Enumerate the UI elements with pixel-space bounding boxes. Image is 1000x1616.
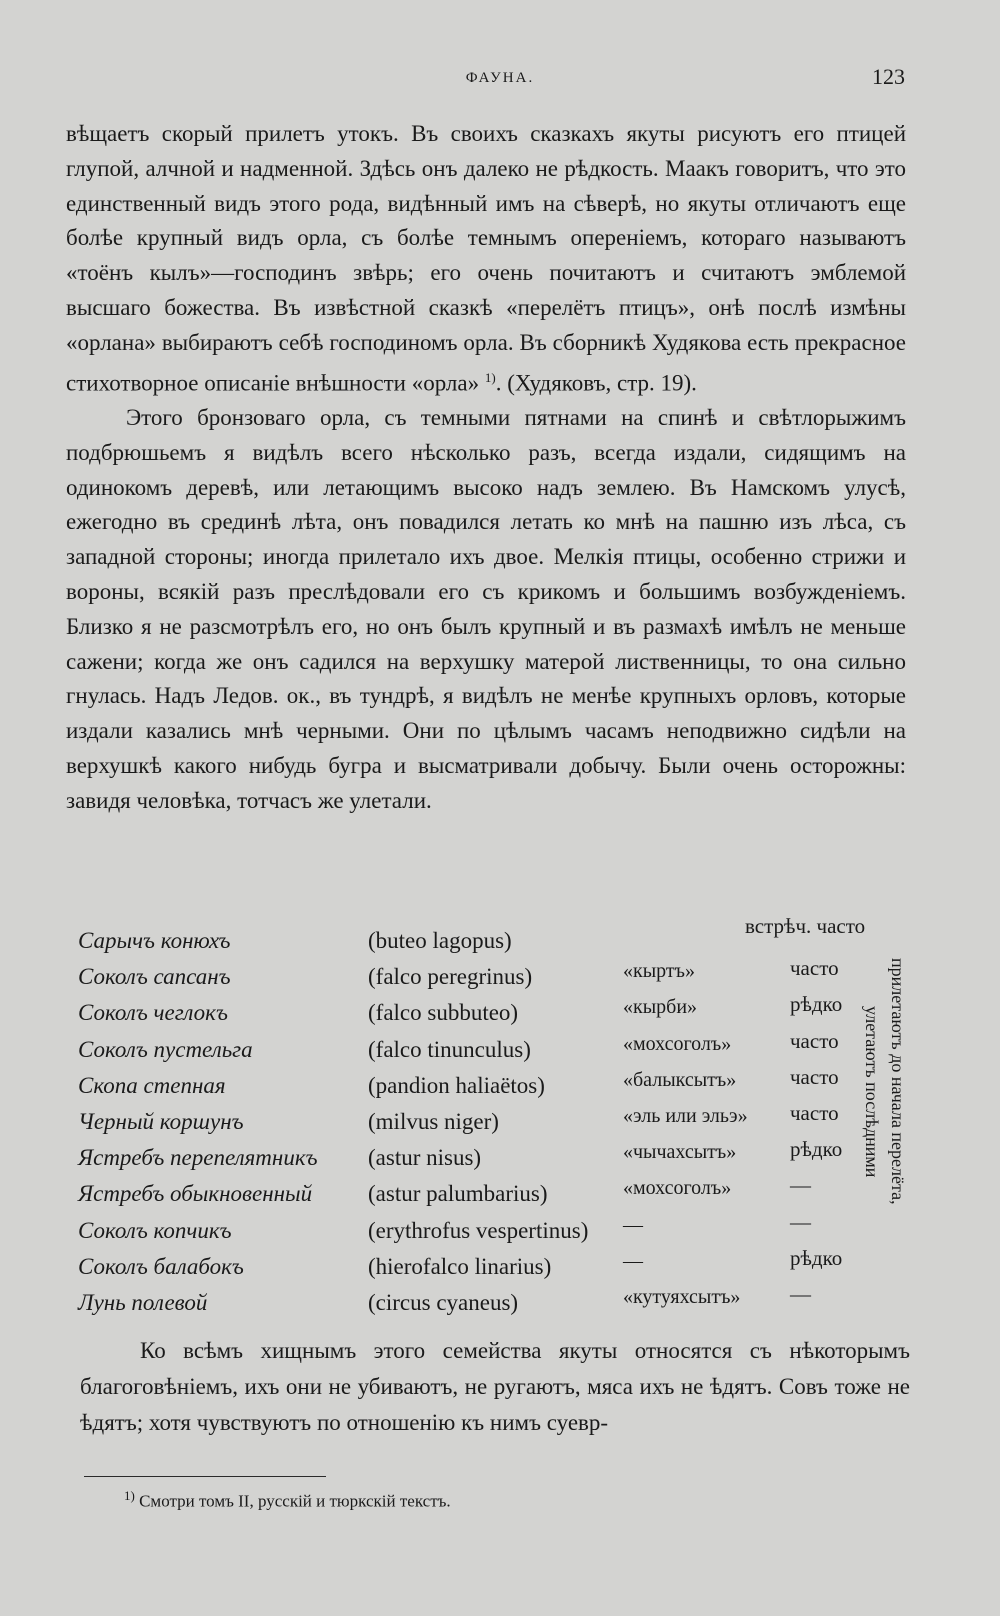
closing-text	[80, 1333, 910, 1441]
species-russian-name: Сарычъ конюхъ	[78, 928, 231, 953]
species-latin-name: (pandion haliaëtos)	[368, 1072, 545, 1098]
species-table-header: встрѣч. часто	[745, 914, 866, 938]
paragraph-3: Ко всѣмъ хищнымъ этого семейства якуты относятся съ нѣкоторымъ благоговѣніемъ, ихъ они не убиваютъ, не ругаютъ, мяса ихъ не ѣдятъ. Совъ тоже не ѣдятъ; хотя чувствуютъ по отношенію къ нимъ суевр-	[80, 1338, 910, 1435]
running-head	[0, 62, 1000, 92]
species-latin-name: (circus cyaneus)	[368, 1289, 519, 1315]
species-frequency: часто	[790, 1064, 839, 1089]
side-note	[853, 958, 923, 1238]
side-note-departure: улетаютъ послѣдними	[862, 1006, 882, 1178]
running-title: ФАУНА.	[465, 70, 535, 86]
species-russian-name: Соколъ чеглокъ	[78, 1000, 228, 1026]
species-frequency: —	[790, 1173, 811, 1198]
species-row	[78, 1281, 878, 1324]
species-russian-name: Соколъ пустельга	[78, 1036, 253, 1062]
species-row	[78, 926, 878, 962]
species-latin-name: (falco peregrinus)	[368, 964, 533, 990]
species-row	[78, 1173, 878, 1215]
paragraph-2: Этого бронзоваго орла, съ темными пятнами на спинѣ и свѣтлорыжимъ подбрюшьемъ я видѣлъ всего нѣсколько разъ, всегда издали, сидящимъ на одинокомъ деревѣ, или летающимъ высоко надъ землею. Въ Намскомъ улусѣ, ежегодно въ срединѣ лѣта, онъ повадился летать ко мнѣ на пашню изъ лѣса, съ западной стороны; иногда прилетало ихъ двое. Мелкія птицы, особенно стрижи и вороны, всякій разъ преслѣдовали его съ крикомъ и большимъ возбужденіемъ. Близко я не разсмотрѣлъ его, но онъ былъ крупный и въ размахѣ имѣлъ не меньше сажени; когда же онъ садился на верхушку матерой лиственницы, то она сильно гнулась. Надъ Ледов. ок., въ тундрѣ, я видѣлъ не менѣе крупныхъ орловъ, которые издали казались мнѣ черными. Они по цѣлымъ часамъ неподвижно сидѣли на верхушкѣ какого нибудь бугра и высматривали добычу. Были очень осторожны: завидя человѣка, тотчасъ же улетали.	[66, 405, 906, 813]
footnote-text: Смотри томъ II, русскій и тюркскій текстъ.	[139, 1491, 451, 1511]
species-row	[78, 992, 878, 1034]
species-row	[78, 1245, 878, 1288]
species-latin-name: (astur nisus)	[368, 1145, 482, 1171]
species-yakut-name: «чычахсытъ»	[623, 1141, 737, 1164]
species-russian-name: Соколъ балабокъ	[78, 1253, 244, 1279]
paragraph-1-text: вѣщаетъ скорый прилетъ утокъ. Въ своихъ сказкахъ якуты рисуютъ его птицей глупой, алчной и надменной. Здѣсь онъ далеко не рѣдкость. Маакъ говоритъ, что это единственный видъ этого рода, видѣнный имъ на сѣверѣ, но якуты отличаютъ еще болѣе крупный видъ орла, съ болѣе темнымъ опереніемъ, котораго называютъ «тоёнъ кылъ»—господинъ звѣрь; его очень почитаютъ и считаютъ эмблемой высшаго божества. Въ извѣстной сказкѣ «перелётъ птицъ», онѣ послѣ измѣны «орлана» выбираютъ себѣ господиномъ орла. Въ сборникѣ Худякова есть прекрасное стихотворное описаніе внѣшности «орла»	[66, 121, 906, 396]
footnote-reference[interactable]: 1)	[484, 369, 496, 385]
species-latin-name: (astur palumbarius)	[368, 1181, 548, 1207]
species-russian-name: Черный коршунъ	[78, 1108, 244, 1134]
species-row	[78, 1028, 878, 1071]
species-latin-name: (hierofalco linarius)	[368, 1253, 552, 1279]
species-row	[78, 956, 878, 998]
species-russian-name: Скопа степная	[78, 1072, 226, 1098]
species-frequency: рѣдко	[790, 992, 843, 1017]
species-russian-name: Соколъ копчикъ	[78, 1217, 232, 1243]
species-rows	[78, 926, 878, 1324]
species-russian-name: Ястребъ перепелятникъ	[78, 1145, 318, 1171]
species-row	[78, 1064, 878, 1107]
species-frequency: рѣдко	[790, 1245, 843, 1270]
species-row	[78, 1100, 878, 1143]
species-yakut-name: «эль или эльэ»	[623, 1104, 748, 1127]
species-frequency: —	[790, 1209, 811, 1234]
species-latin-name: (falco tinunculus)	[368, 1036, 531, 1062]
species-frequency: часто	[790, 956, 839, 981]
species-frequency: часто	[790, 1100, 839, 1125]
side-note-arrival: прилетаютъ до начала перелёта,	[888, 958, 908, 1205]
species-row	[78, 1209, 878, 1252]
species-yakut-name: «мохсоголъ»	[623, 1177, 732, 1200]
footnote	[124, 1488, 451, 1512]
species-frequency: рѣдко	[790, 1137, 843, 1162]
species-yakut-name: «балыксытъ»	[623, 1068, 737, 1091]
species-latin-name: (buteo lagopus)	[368, 928, 512, 953]
page-number: 123	[872, 64, 905, 89]
species-yakut-name: «кутуяхсытъ»	[623, 1285, 741, 1308]
species-yakut-name: —	[623, 1249, 643, 1272]
species-row	[78, 1137, 878, 1179]
species-yakut-name: «кыртъ»	[623, 960, 695, 983]
species-yakut-name: «мохсоголъ»	[623, 1032, 732, 1055]
species-russian-name: Соколъ сапсанъ	[78, 964, 231, 990]
paragraph-1	[66, 117, 906, 401]
body-text	[66, 117, 906, 819]
species-russian-name: Ястребъ обыкновенный	[78, 1181, 313, 1207]
species-frequency: —	[790, 1281, 811, 1306]
species-latin-name: (erythrofus vespertinus)	[368, 1217, 589, 1243]
species-latin-name: (falco subbuteo)	[368, 1000, 519, 1026]
species-yakut-name: «кырби»	[623, 996, 698, 1019]
species-frequency: часто	[790, 1028, 839, 1053]
species-latin-name: (milvus niger)	[368, 1108, 499, 1134]
species-russian-name: Лунь полевой	[78, 1289, 208, 1315]
species-yakut-name: —	[623, 1213, 643, 1236]
footnote-divider	[84, 1476, 326, 1477]
paragraph-1-end: . (Худяковъ, стр. 19).	[495, 370, 697, 396]
footnote-mark: 1)	[124, 1488, 135, 1503]
